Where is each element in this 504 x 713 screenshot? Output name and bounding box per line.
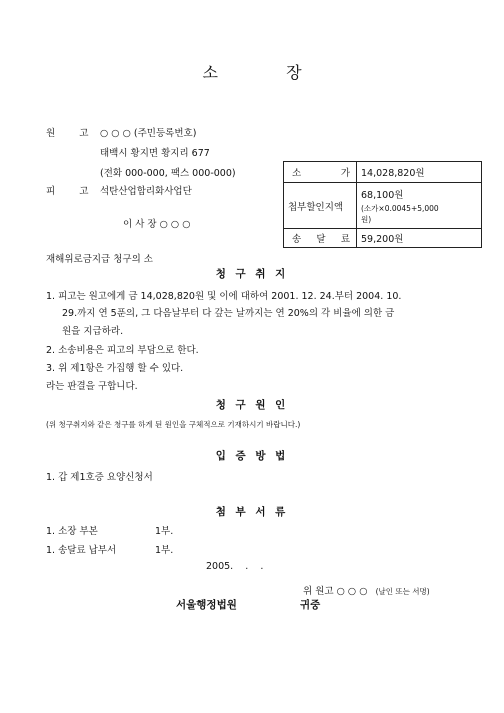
title-char-2: 장 xyxy=(286,63,302,82)
plaintiff-name: ○ ○ ○ (주민등록번호) xyxy=(100,128,197,139)
stamp-label: 첩부할인지액 xyxy=(284,183,357,229)
defendant-label xyxy=(46,183,88,197)
attachment-1-count: 1부. xyxy=(155,526,174,537)
stamp-formula: (소가×0.0045+5,000 xyxy=(361,203,439,213)
plaintiff-contact: (전화 000-000, 팩스 000-000) xyxy=(100,168,236,179)
evidence-heading: 입 증 방 법 xyxy=(215,450,289,462)
fee-table xyxy=(283,161,482,248)
service-label-char: 료 xyxy=(340,234,350,245)
attachments-heading: 첨 부 서 류 xyxy=(215,506,289,518)
defendant-representative: 이 사 장 ○ ○ ○ xyxy=(123,219,191,230)
fee-row-stamp xyxy=(284,183,482,229)
attachment-2-name: 1. 송달료 납부서 xyxy=(46,545,117,556)
evidence-item-1: 1. 갑 제1호증 요양신청서 xyxy=(46,472,153,483)
defendant-label-1: 피 xyxy=(46,186,56,197)
claim-item-2: 2. 소송비용은 피고의 부담으로 한다. xyxy=(46,345,199,356)
plaintiff-label-1: 원 xyxy=(46,128,56,139)
fee-label-cell xyxy=(284,162,357,183)
plaintiff-label-2: 고 xyxy=(79,128,89,139)
filing-date: 2005. . . xyxy=(206,561,264,572)
court-suffix: 귀중 xyxy=(300,599,321,611)
claim-heading: 청 구 취 지 xyxy=(215,268,289,280)
plaintiff-address: 태백시 황지면 황지리 677 xyxy=(100,148,210,159)
plaintiff-label xyxy=(46,125,88,139)
fee-label-char: 소 xyxy=(292,168,302,179)
attachment-2-count: 1부. xyxy=(155,545,174,556)
attachment-1-name: 1. 소장 부본 xyxy=(46,526,98,537)
defendant-label-2: 고 xyxy=(79,186,89,197)
claim-closing: 라는 판결을 구합니다. xyxy=(46,381,138,392)
fee-row-value xyxy=(284,162,482,183)
service-label-char: 송 xyxy=(292,234,302,245)
case-name: 재해위로금지급 청구의 소 xyxy=(46,254,153,265)
claim-value: 14,028,820원 xyxy=(357,162,482,183)
stamp-cell xyxy=(357,183,482,229)
signature-line xyxy=(303,579,430,598)
claim-item-1-line-2: 29.까지 연 5푼의, 그 다음날부터 다 갚는 날까지는 연 20%의 각 비율에 의한 금 xyxy=(62,308,395,319)
document-title xyxy=(0,60,504,83)
claim-item-3: 3. 위 제1항은 가집행 할 수 있다. xyxy=(46,363,184,374)
title-char-1: 소 xyxy=(202,63,218,82)
signature-note: (날인 또는 서명) xyxy=(375,587,430,596)
service-fee: 59,200원 xyxy=(357,229,482,248)
defendant-name: 석탄산업합리화사업단 xyxy=(100,186,192,197)
fee-row-service xyxy=(284,229,482,248)
cause-heading: 청 구 원 인 xyxy=(215,399,289,411)
stamp-amount: 68,100원 xyxy=(361,189,404,201)
court-name: 서울행정법원 xyxy=(176,599,237,611)
cause-note: (위 청구취지와 같은 청구를 하게 된 원인을 구체적으로 기재하시기 바랍니다.) xyxy=(46,420,301,429)
claim-item-1-line-3: 원을 지급하라. xyxy=(62,326,124,337)
stamp-formula-unit: 원) xyxy=(361,214,372,224)
fee-label-char: 가 xyxy=(340,168,350,179)
signature-text: 위 원고 ○ ○ ○ xyxy=(303,586,368,597)
service-label-cell xyxy=(284,229,357,248)
service-label-char: 달 xyxy=(316,234,326,245)
claim-item-1-line-1: 1. 피고는 원고에게 금 14,028,820원 및 이에 대하여 2001. 12. 24.부터 2004. 10. xyxy=(46,291,402,302)
